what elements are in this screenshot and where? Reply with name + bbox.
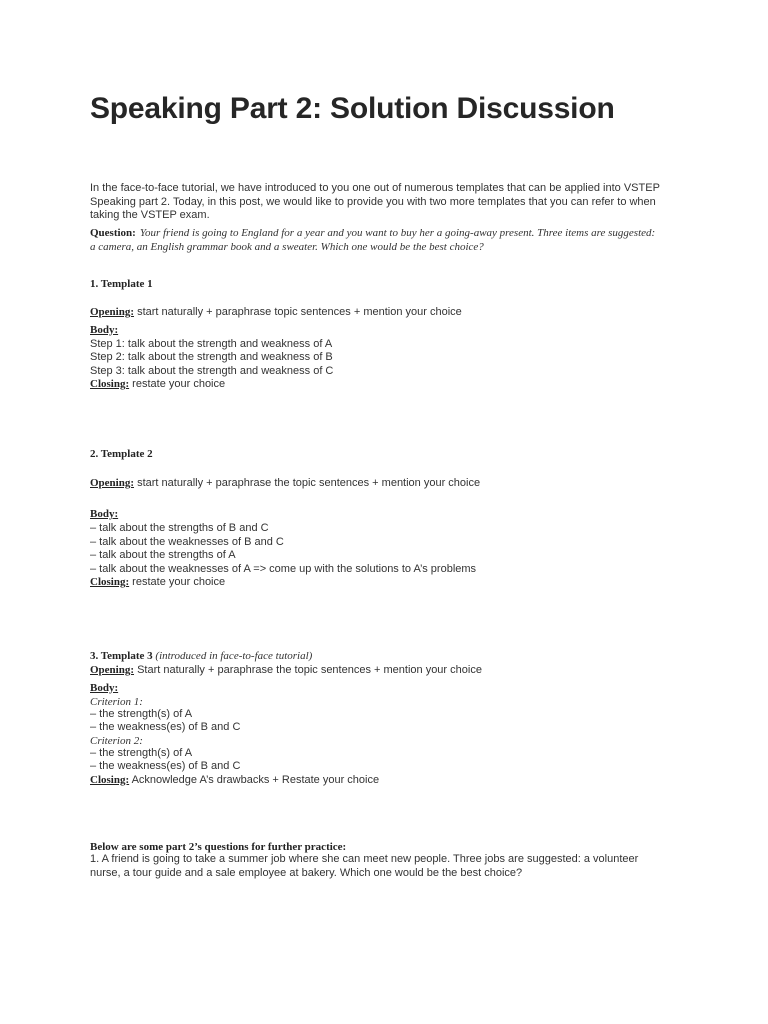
body-label: Body: [90,681,119,694]
list-item: Step 1: talk about the strength and weakness of A [90,337,333,350]
template2-body [90,504,690,590]
closing-text: restate your choice [129,576,226,588]
list-item: – the weakness(es) of B and C [90,721,241,733]
closing-label: Closing: [90,378,130,390]
list-item: – talk about the weaknesses of B and C [90,535,284,548]
opening-label: Opening: [90,477,135,489]
closing-label: Closing: [90,576,130,588]
list-item: Step 3: talk about the strength and weakness of C [90,364,334,377]
question-block [90,223,690,253]
question-text: Your friend is going to England for a year and you want to buy her a going-away present. Three items are suggested: [139,227,656,239]
intro-paragraph [90,182,690,223]
opening-label: Opening: [90,664,135,676]
intro-line: taking the VSTEP exam. [90,209,210,221]
criterion-label: Criterion 1: [90,695,143,708]
list-item: – the strength(s) of A [90,707,193,720]
practice-question: 1. A friend is going to take a summer job where she can meet new people. Three jobs are suggested: a volunteer [90,853,639,865]
opening-text: Start naturally + paraphrase the topic sentences + mention your choice [134,664,482,676]
question-text: a camera, an English grammar book and a sweater. Which one would be the best choice? [90,241,484,253]
criterion-label: Criterion 2: [90,734,143,747]
list-item: – talk about the weaknesses of A => come up with the solutions to A’s problems [90,562,477,575]
closing-text: restate your choice [129,378,226,390]
template2-opening [90,477,690,491]
body-label: Body: [90,508,119,520]
practice-question: nurse, a tour guide and a sale employee at bakery. Which one would be the best choice? [90,866,523,879]
intro-line: In the face-to-face tutorial, we have introduced to you one out of numerous templates that can be applied into VSTEP [90,182,660,194]
list-item: – the strength(s) of A [90,746,193,759]
question-label: Question: [90,227,136,239]
template2-heading: 2. Template 2 [90,448,153,460]
template1-heading: 1. Template 1 [90,278,153,290]
opening-text: start naturally + paraphrase the topic sentences + mention your choice [134,477,481,489]
opening-text: start naturally + paraphrase topic sentences + mention your choice [134,306,462,318]
list-item: Step 2: talk about the strength and weakness of B [90,351,333,363]
list-item: – talk about the strengths of A [90,549,236,561]
page-title: Speaking Part 2: Solution Discussion [90,92,615,125]
closing-label: Closing: [90,773,130,786]
practice-heading: Below are some part 2’s questions for further practice: [90,841,347,853]
list-item: – the weakness(es) of B and C [90,760,241,772]
template1-block [90,306,690,392]
template3-block [90,646,690,787]
template3-note: (introduced in face-to-face tutorial) [152,650,313,662]
intro-line: Speaking part 2. Today, in this post, we would like to provide you with two more templates that you can refer to when [90,195,656,208]
opening-label: Opening: [90,306,135,318]
closing-text: Acknowledge A’s drawbacks + Restate your choice [129,773,380,786]
template3-heading: 3. Template 3 [90,650,153,662]
body-label: Body: [90,323,119,336]
practice-block [90,841,690,880]
list-item: – talk about the strengths of B and C [90,522,269,534]
